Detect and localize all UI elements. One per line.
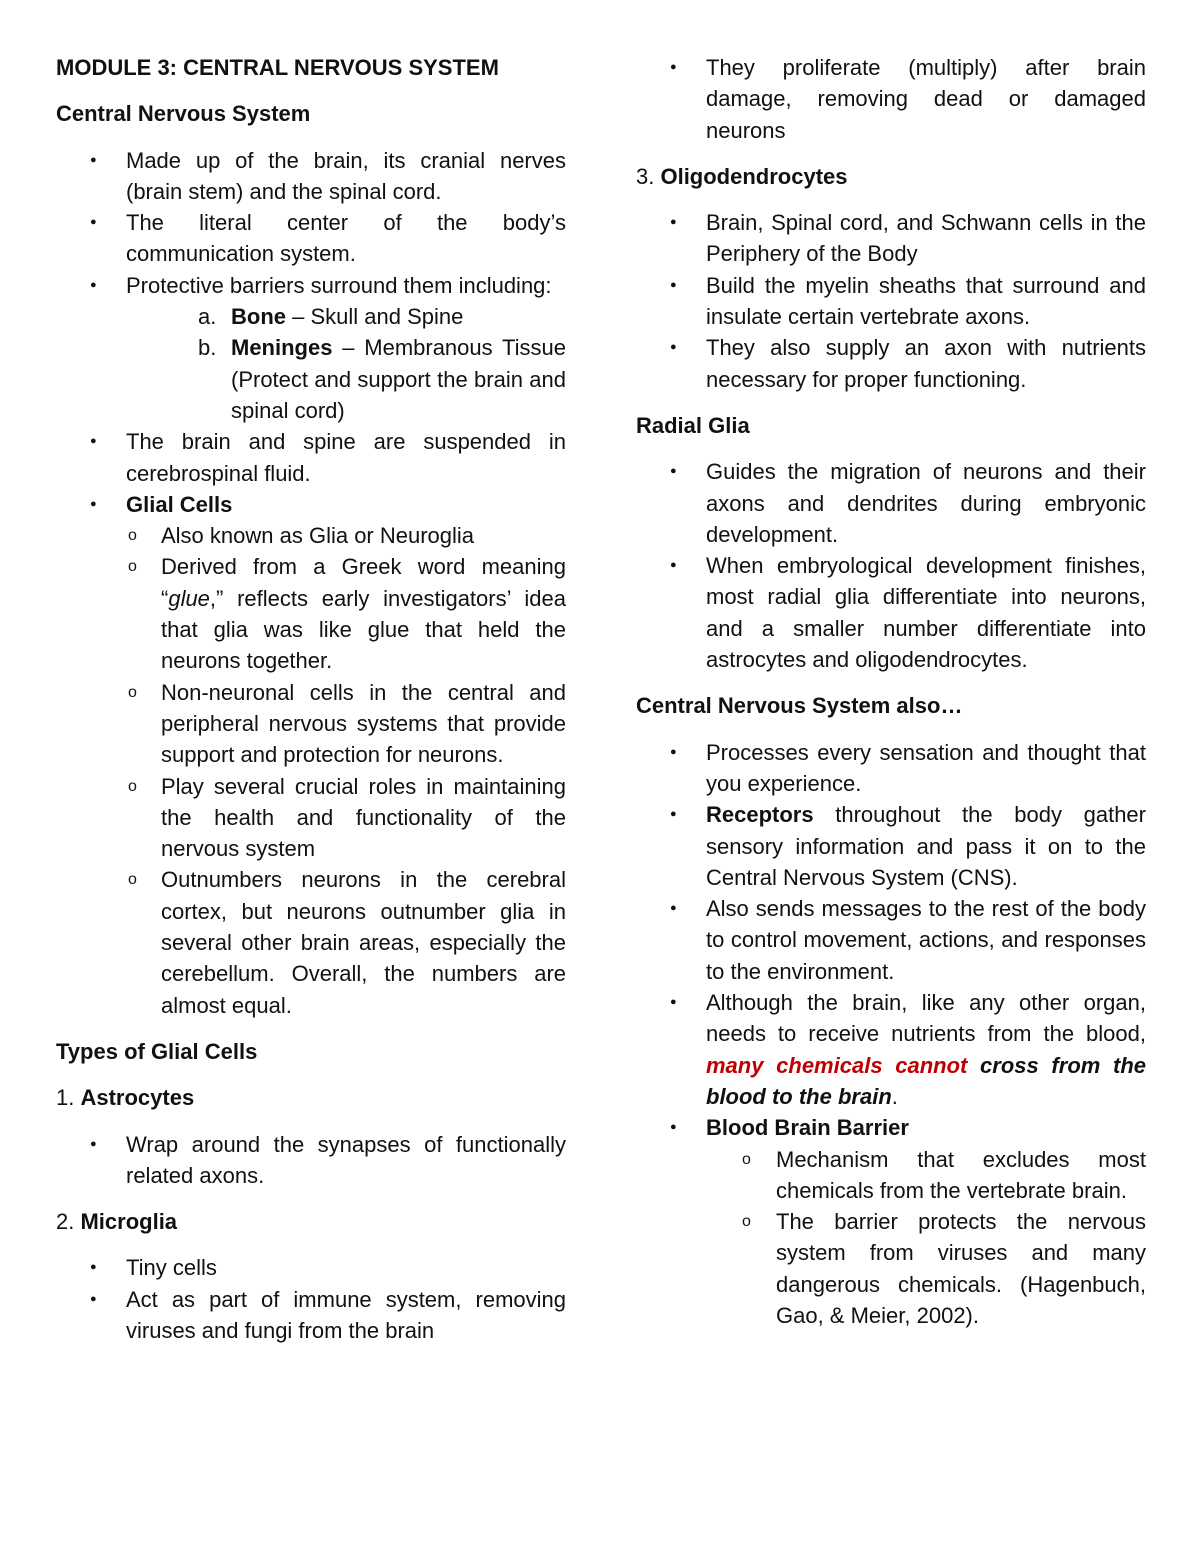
list-item: ● Also sends messages to the rest of the body to control movement, actions, and responses to the environment. (636, 893, 1146, 987)
list-item: ● Wrap around the synapses of functionally related axons. (56, 1129, 566, 1192)
left-column (56, 52, 566, 1346)
barrier-term: Meninges (231, 335, 333, 361)
text-span: Although the brain, like any other organ, needs to receive nutrients from the blood, (706, 990, 1146, 1047)
heading-number: 1. (56, 1085, 81, 1111)
heading-label: Oligodendrocytes (660, 163, 848, 189)
sub-item (56, 551, 566, 676)
list-item (636, 799, 1146, 893)
barrier-meninges (56, 332, 566, 426)
sub-item: o Play several crucial roles in maintaining the health and functionality of the nervous system (56, 771, 566, 865)
list-item: ● Build the myelin sheaths that surround and insulate certain vertebrate axons. (636, 270, 1146, 333)
cns-also-list (636, 737, 1146, 1332)
module-title: MODULE 3: CENTRAL NERVOUS SYSTEM (56, 55, 499, 80)
cns-heading: Central Nervous System (56, 101, 311, 127)
list-item: ● They proliferate (multiply) after brain damage, removing dead or damaged neurons (636, 52, 1146, 146)
receptors-term: Receptors (706, 802, 814, 828)
microglia-list-cont (636, 52, 1146, 146)
astrocytes-heading (56, 1082, 566, 1113)
microglia-heading (56, 1206, 566, 1237)
list-item: ● Guides the migration of neurons and their axons and dendrites during embryonic development. (636, 456, 1146, 550)
barrier-bone (56, 301, 566, 332)
list-item: ● Tiny cells (56, 1252, 566, 1283)
sub-item: o Outnumbers neurons in the cerebral cortex, but neurons outnumber glia in several other brain areas, especially the cerebellum. Overall, the numbers are almost equal. (56, 864, 566, 1020)
oligodendrocytes-heading (636, 161, 1146, 192)
list-marker: a. (198, 304, 217, 330)
sub-item: o Non-neuronal cells in the central and peripheral nervous systems that provide support and protection for neurons. (56, 677, 566, 771)
types-heading: Types of Glial Cells (56, 1038, 258, 1064)
cns-list (56, 145, 566, 1021)
text-span: throughout the body gather sensory information and pass it on to the Central Nervous System (CNS). (706, 802, 1146, 890)
sub-item: o Also known as Glia or Neuroglia (56, 520, 566, 551)
barrier-text: – Membranous Tissue (Protect and support the brain and spinal cord) (231, 335, 566, 423)
list-item: ● Made up of the brain, its cranial nerves (brain stem) and the spinal cord. (56, 145, 566, 208)
oligodendrocytes-list (636, 207, 1146, 395)
microglia-list (56, 1252, 566, 1346)
heading-label: Astrocytes (80, 1085, 195, 1111)
bbb-label: ● Blood Brain Barrier (636, 1112, 1146, 1143)
list-item: ● Protective barriers surround them including: (56, 270, 566, 301)
list-item: ● The literal center of the body’s communication system. (56, 207, 566, 270)
list-item (636, 987, 1146, 1112)
radial-glia-heading: Radial Glia (636, 412, 750, 438)
sub-item: o The barrier protects the nervous system from viruses and many dangerous chemicals. (Hagenbuch, Gao, & Meier, 2002). (636, 1206, 1146, 1331)
barrier-text: – Skull and Spine (286, 304, 464, 330)
glial-cells-label: ● Glial Cells (56, 489, 566, 520)
list-item: ● Act as part of immune system, removing viruses and fungi from the brain (56, 1284, 566, 1347)
list-item: ● Processes every sensation and thought that you experience. (636, 737, 1146, 800)
astrocytes-list (56, 1129, 566, 1192)
list-item: ● Brain, Spinal cord, and Schwann cells in the Periphery of the Body (636, 207, 1146, 270)
list-item: ● The brain and spine are suspended in cerebrospinal fluid. (56, 426, 566, 489)
barrier-term: Bone (231, 304, 286, 330)
list-marker: b. (198, 335, 217, 361)
radial-glia-list (636, 456, 1146, 675)
list-item: ● They also supply an axon with nutrients necessary for proper functioning. (636, 332, 1146, 395)
highlight-red: many chemicals cannot (706, 1052, 968, 1078)
heading-number: 3. (636, 163, 661, 189)
heading-number: 2. (56, 1209, 81, 1235)
text-span: Derived from a Greek word meaning “ (161, 554, 566, 611)
text-span: . (891, 1083, 898, 1109)
glue-word: glue (168, 585, 210, 611)
cns-also-heading: Central Nervous System also… (636, 693, 963, 719)
highlight-bold-italic: cross from the blood to the brain (706, 1052, 1146, 1109)
list-item: ● When embryological development finishes, most radial glia differentiate into neurons, and a smaller number differentiate into astrocytes and oligodendrocytes. (636, 550, 1146, 675)
sub-item: o Mechanism that excludes most chemicals from the vertebrate brain. (636, 1144, 1146, 1207)
heading-label: Microglia (80, 1209, 178, 1235)
right-column (636, 52, 1146, 1331)
text-span: ,” reflects early investigators’ idea that glia was like glue that held the neurons together. (161, 585, 566, 674)
